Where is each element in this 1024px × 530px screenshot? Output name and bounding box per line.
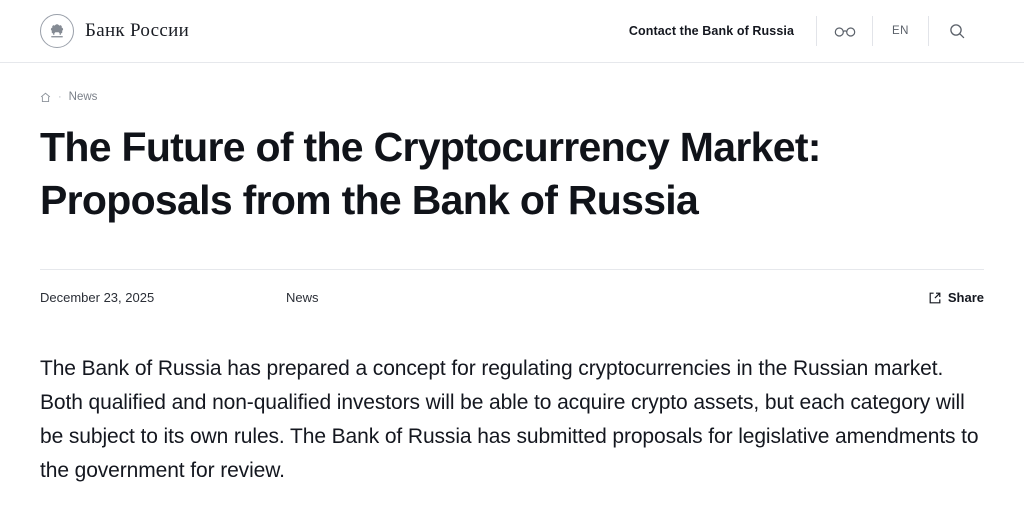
language-label: EN <box>892 25 909 37</box>
article-date: December 23, 2025 <box>40 290 155 306</box>
brand-logo-link[interactable] <box>40 14 189 48</box>
page-title: The Future of the Cryptocurrency Market: Proposals from the Bank of Russia <box>40 124 821 224</box>
search-icon[interactable] <box>929 16 984 46</box>
article-meta <box>40 269 984 326</box>
share-button[interactable] <box>929 290 984 305</box>
breadcrumb-separator: · <box>58 91 62 103</box>
contact-bank-link[interactable]: Contact the Bank of Russia <box>628 24 794 38</box>
header-actions <box>629 15 984 47</box>
language-switcher[interactable] <box>873 16 928 46</box>
site-header <box>0 0 1024 63</box>
breadcrumb <box>40 63 984 103</box>
bank-of-russia-emblem-icon <box>40 14 74 48</box>
article-lede: The Bank of Russia has prepared a concept for regulating cryptocurrencies in the Russian market. Both qualified and non-qualified investors will be able to acquire crypto assets, but each category will be subject to its own rules. The Bank of Russia has submitted proposals for legislative amendments to the government for review. <box>40 356 979 482</box>
article-rubric: News <box>286 290 319 306</box>
glasses-accessibility-icon[interactable] <box>817 16 872 46</box>
main-content <box>0 63 1024 488</box>
breadcrumb-item-news[interactable]: News <box>68 91 98 103</box>
external-share-icon <box>929 292 941 304</box>
share-label: Share <box>947 290 984 306</box>
home-icon[interactable] <box>40 92 51 103</box>
brand-name: Банк России <box>85 20 190 41</box>
